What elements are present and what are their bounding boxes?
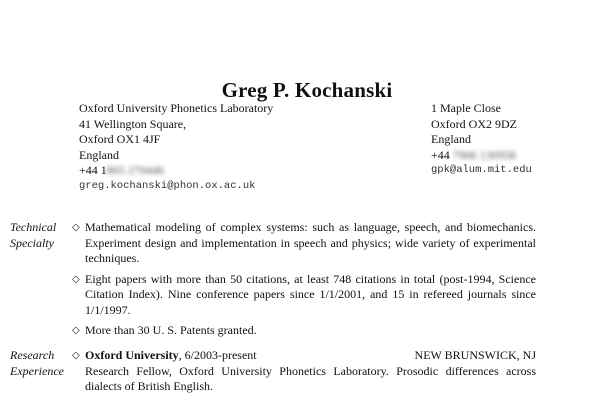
bullet-diamond-icon: ◇ [72, 222, 80, 233]
list-item [72, 323, 536, 339]
technical-specialty-list [72, 220, 536, 344]
home-address-block [431, 101, 532, 179]
technical-specialty-label [10, 220, 56, 251]
home-phone [431, 148, 532, 164]
work-address-line: Oxford University Phonetics Laboratory [79, 101, 274, 115]
home-email[interactable]: gpk@alum.mit.edu [431, 164, 532, 176]
work-phone [79, 163, 273, 179]
entry-org: Oxford University [85, 348, 179, 362]
section-label-line: Technical [10, 220, 57, 234]
bullet-text: Eight papers with more than 50 citations, at least 748 citations in total (post-1994, Science Citation Index). Nine conference papers since 1/1/2001, and 15 in refereed journals since 1/1/1997. [85, 271, 536, 317]
research-experience-list [72, 348, 536, 400]
work-phone-obscured: 865 270446 [106, 163, 164, 177]
home-phone-obscured: 7906 130958 [452, 147, 516, 162]
work-address-line: Oxford OX1 4JF [79, 132, 161, 146]
work-email[interactable]: greg.kochanski@phon.ox.ac.uk [79, 179, 256, 192]
list-item [72, 220, 536, 267]
work-address-block [79, 101, 273, 194]
entry-org-dates [85, 348, 257, 364]
section-label-line: Experience [10, 363, 64, 378]
section-label-line: Research [10, 348, 55, 362]
work-address-line: 41 Wellington Square, [79, 116, 187, 131]
bullet-diamond-icon: ◇ [72, 325, 80, 336]
bullet-diamond-icon: ◇ [72, 350, 80, 361]
entry-header [85, 348, 536, 364]
home-address-line: England [431, 132, 471, 146]
entry-description: Research Fellow, Oxford University Phonetics Laboratory. Prosodic differences across dialects of British English. [85, 363, 536, 393]
work-phone-prefix: +44 1 [79, 163, 107, 177]
list-item [72, 272, 536, 319]
bullet-text: More than 30 U. S. Patents granted. [85, 323, 257, 337]
section-label-line: Specialty [10, 235, 54, 250]
home-phone-prefix: +44 [431, 147, 450, 162]
research-experience-label [10, 348, 64, 379]
work-address-line: England [79, 147, 119, 162]
entry-location: NEW BRUNSWICK, NJ [414, 348, 536, 362]
bullet-text: Mathematical modeling of complex systems: such as language, speech, and biomechanics. Experiment design and implementation in speech and physics; wide variety of experimental techniques. [85, 220, 536, 265]
bullet-diamond-icon: ◇ [72, 273, 80, 285]
resume-name: Greg P. Kochanski [221, 78, 393, 102]
entry-dates: , 6/2003-present [178, 348, 257, 362]
home-address-line: 1 Maple Close [431, 101, 501, 115]
list-item [72, 348, 536, 395]
home-address-line: Oxford OX2 9DZ [431, 116, 517, 131]
